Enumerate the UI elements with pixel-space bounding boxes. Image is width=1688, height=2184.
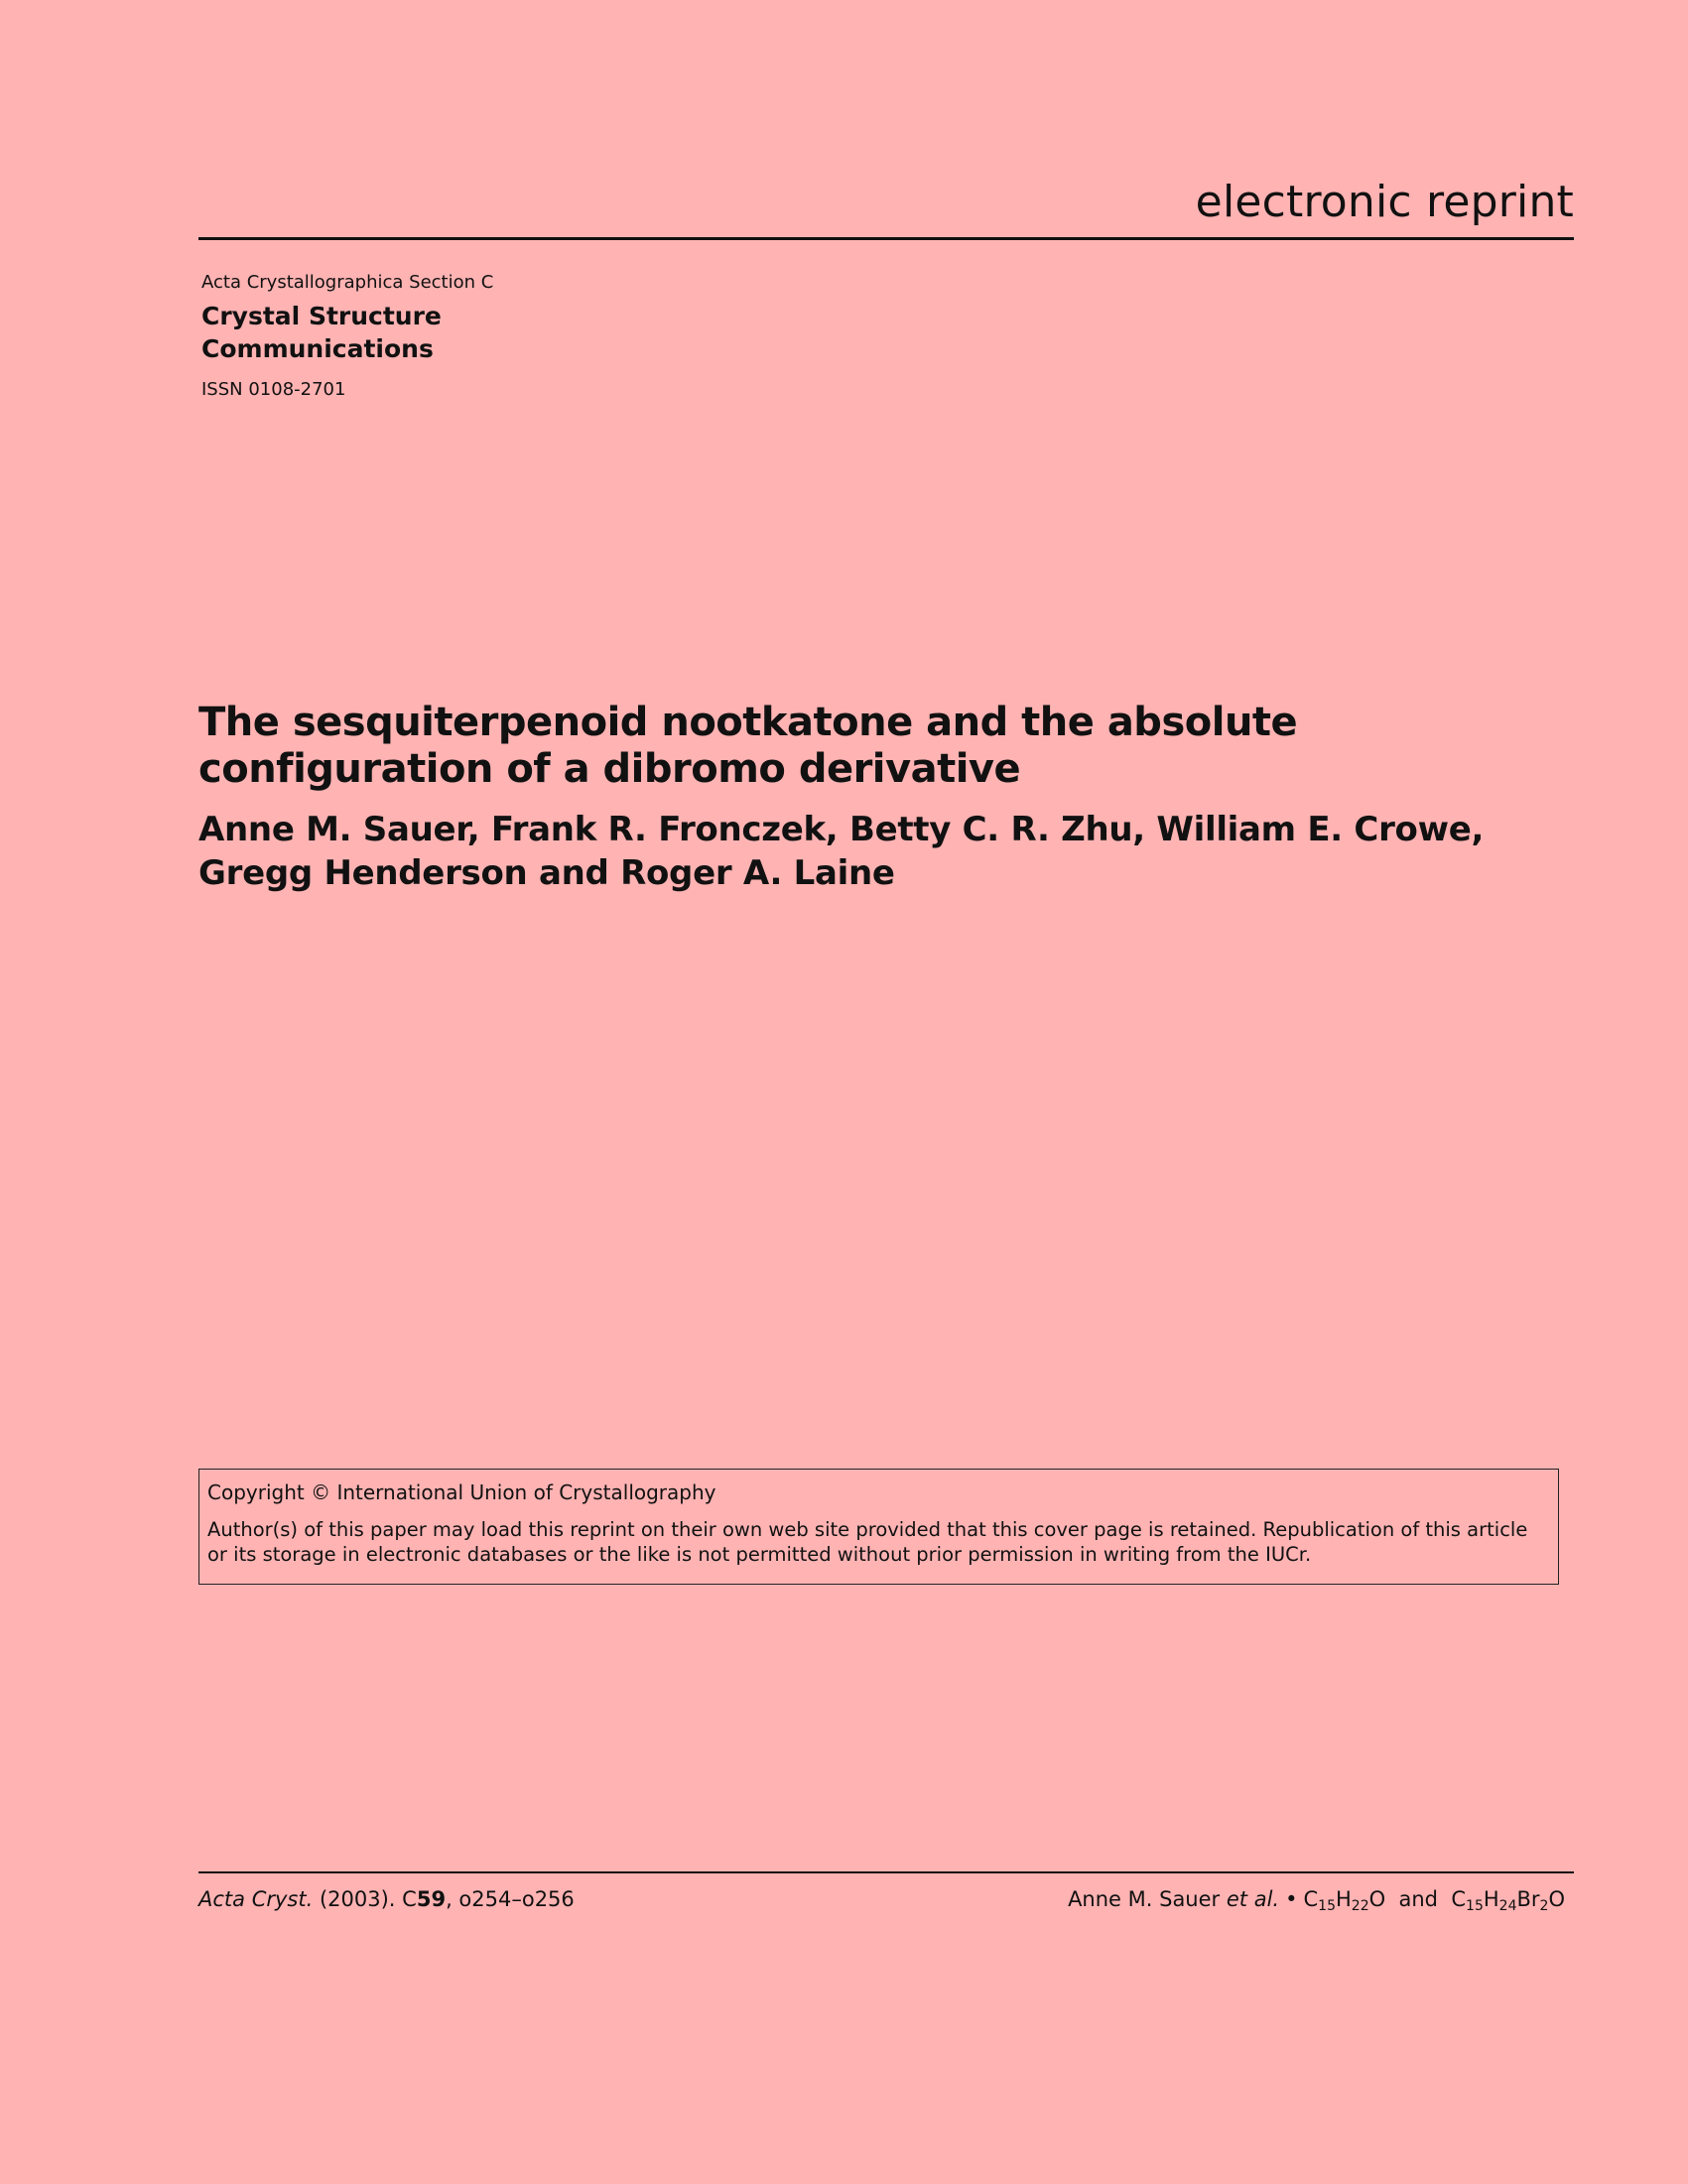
journal-name-line1: Crystal Structure	[201, 302, 442, 330]
copyright-box	[198, 1469, 1559, 1585]
footer-pages: , o254–o256	[446, 1887, 575, 1911]
journal-name	[201, 300, 493, 365]
journal-section: Acta Crystallographica Section C	[201, 272, 494, 293]
journal-issn: ISSN 0108-2701	[201, 379, 346, 400]
header-rule	[198, 237, 1574, 240]
footer-formula-1: $C_{15}H_{22}O$	[1303, 1887, 1386, 1914]
article-title: The sesquiterpenoid nootkatone and the absolute configuration of a dibromo derivative	[198, 700, 1298, 792]
copyright-notice: Author(s) of this paper may load this reprint on their own web site provided that this cover page is retained. Republication of this article or its storage in electronic databases or the like is not permitted without prior permission in writing from the IUCr.	[207, 1518, 1528, 1566]
footer-author: Anne M. Sauer	[1068, 1887, 1221, 1911]
footer-formula-2: $C_{15}H_{24}Br_2O$	[1451, 1887, 1565, 1914]
footer-et-al: et al.	[1226, 1887, 1280, 1911]
footer-journal-abbrev: Acta Cryst.	[198, 1887, 314, 1911]
header-label: electronic reprint	[1195, 177, 1574, 227]
footer-volume-prefix: C	[402, 1887, 417, 1911]
footer-volume-number: 59	[416, 1887, 447, 1911]
footer-rule	[198, 1871, 1574, 1873]
footer-year: (2003).	[319, 1887, 396, 1911]
footer-author-formula	[1068, 1885, 1565, 1913]
article-authors: Anne M. Sauer, Frank R. Fronczek, Betty C. R. Zhu, William E. Crowe, Gregg Henderson and Roger A. Laine	[198, 810, 1485, 893]
footer-citation	[198, 1885, 575, 1913]
footer-and: and	[1398, 1887, 1439, 1911]
copyright-title: Copyright © International Union of Crystallography	[207, 1480, 716, 1504]
journal-block	[201, 272, 493, 401]
footer-bullet: •	[1285, 1887, 1298, 1911]
journal-name-line2: Communications	[201, 334, 434, 363]
